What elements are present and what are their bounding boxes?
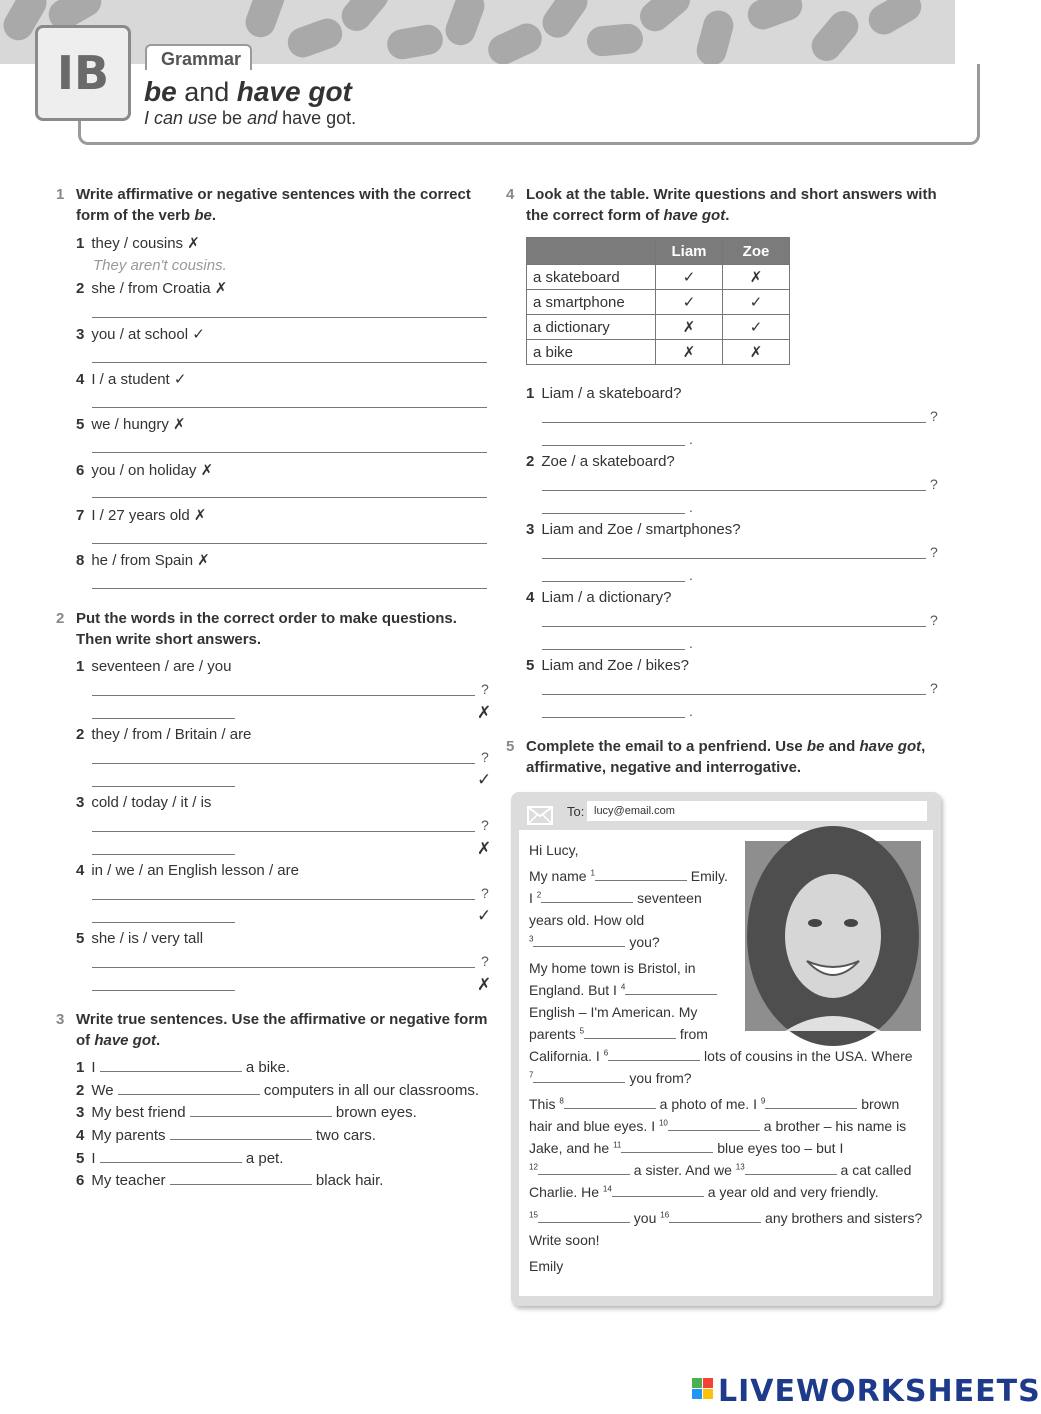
answer-mark: ✗ [477,975,492,994]
ex2-item: 1 seventeen / are / you [76,658,232,675]
full-stop: . [689,499,693,515]
email-line: England. But I $^4$ [529,982,717,998]
fill-gap[interactable] [745,1162,837,1175]
fill-gap[interactable] [669,1210,761,1223]
fill-gap[interactable] [533,934,625,947]
full-stop: . [689,703,693,719]
ex1-item: 2 she / from Croatia ✗ [76,280,228,297]
full-stop: . [689,567,693,583]
exercise-3-instruction: 3 Write true sentences. Use the affirmative or negative form of have got. [56,1011,488,1049]
section-tab: Grammar [145,44,252,70]
email-line: My home town is Bristol, in [529,960,696,976]
answer-line[interactable] [542,513,685,514]
answer-line[interactable] [542,717,685,718]
question-mark: ? [930,476,938,492]
ex1-example-answer: They aren't cousins. [93,257,227,274]
ex3-item: 6 My teacher black hair. [76,1172,384,1189]
answer-mark: ✗ [477,703,492,722]
ex1-item: 8 he / from Spain ✗ [76,552,210,569]
fill-gap[interactable] [190,1104,332,1117]
question-line[interactable] [542,490,926,491]
ex1-item: 4 I / a student ✓ [76,371,187,388]
exercise-4-instruction: 4 Look at the table. Write questions and short answers with the correct form of have got. [506,186,937,224]
ex1-item: 3 you / at school ✓ [76,326,205,343]
ex3-item: 4 My parents two cars. [76,1127,376,1144]
answer-line[interactable] [542,649,685,650]
question-mark: ? [481,885,489,901]
email-line: This $^8$ a photo of me. I $^9$ brown [529,1096,900,1112]
question-mark: ? [481,953,489,969]
table-row: a dictionary ✗ ✓ [527,315,790,340]
ex1-item: 6 you / on holiday ✗ [76,462,214,479]
header-pattern [0,0,955,64]
answer-line[interactable] [92,362,487,363]
email-line: Write soon! [529,1232,600,1248]
answer-line[interactable] [92,718,235,719]
penfriend-photo [745,841,921,1031]
fill-gap[interactable] [595,868,687,881]
exercise-1-instruction: 1 Write affirmative or negative sentences with the correct form of the verb be. [56,186,471,224]
question-mark: ? [930,544,938,560]
email-line: $^{15}$ you $^{16}$ any brothers and sisters? [529,1210,923,1226]
fill-gap[interactable] [621,1140,713,1153]
email-line: years old. How old [529,912,645,928]
ex3-item: 1 I a bike. [76,1059,291,1076]
exercise-2-instruction: 2 Put the words in the correct order to make questions. Then write short answers. [56,610,457,648]
fill-gap[interactable] [564,1096,656,1109]
email-body [519,830,933,1296]
answer-line[interactable] [92,543,487,544]
question-mark: ? [481,681,489,697]
email-line: $^3$ you? [529,934,660,950]
answer-line[interactable] [92,854,235,855]
ex1-item: 1 they / cousins ✗ [76,235,200,252]
email-line: English – I'm American. My [529,1004,698,1020]
ex4-item: 1 Liam / a skateboard? [526,385,682,402]
answer-line[interactable] [92,922,235,923]
ex2-item: 4 in / we / an English lesson / are [76,862,299,879]
email-line: I $^2$ seventeen [529,890,702,906]
ex1-item: 5 we / hungry ✗ [76,416,186,433]
answer-line[interactable] [92,317,487,318]
question-mark: ? [481,817,489,833]
question-mark: ? [930,612,938,628]
answer-line[interactable] [92,407,487,408]
fill-gap[interactable] [668,1118,760,1131]
email-line: $^{12}$ a sister. And we $^{13}$ a cat called [529,1162,912,1178]
question-line[interactable] [92,899,475,900]
ex4-item: 3 Liam and Zoe / smartphones? [526,521,741,538]
answer-line[interactable] [542,581,685,582]
fill-gap[interactable] [541,890,633,903]
fill-gap[interactable] [533,1070,625,1083]
table-row: a bike ✗ ✗ [527,340,790,365]
email-line: Charlie. He $^{14}$ a year old and very friendly. [529,1184,879,1200]
answer-line[interactable] [92,990,235,991]
question-line[interactable] [542,694,926,695]
email-line: Hi Lucy, [529,842,579,858]
answer-mark: ✗ [477,839,492,858]
have-got-table [526,237,790,365]
fill-gap[interactable] [100,1059,242,1072]
fill-gap[interactable] [612,1184,704,1197]
question-line[interactable] [92,763,475,764]
ex3-item: 3 My best friend brown eyes. [76,1104,417,1121]
ex4-item: 4 Liam / a dictionary? [526,589,672,606]
full-stop: . [689,635,693,651]
ex4-item: 2 Zoe / a skateboard? [526,453,675,470]
to-address-field[interactable]: lucy@email.com [587,801,927,821]
email-line: Jake, and he $^{11}$ blue eyes too – but I [529,1140,844,1156]
ex2-item: 5 she / is / very tall [76,930,204,947]
table-header-row: Liam Zoe [527,238,790,265]
email-window [511,792,941,1306]
fill-gap[interactable] [118,1082,260,1095]
question-line[interactable] [92,967,475,968]
question-line[interactable] [92,831,475,832]
ex1-item: 7 I / 27 years old ✗ [76,507,207,524]
question-line[interactable] [542,558,926,559]
fill-gap[interactable] [625,982,717,995]
fill-gap[interactable] [538,1210,630,1223]
fill-gap[interactable] [765,1096,857,1109]
email-line: My name $^1$ Emily. [529,868,728,884]
ex2-item: 2 they / from / Britain / are [76,726,252,743]
liveworksheets-watermark: LIVEWORKSHEETS [718,1374,1041,1409]
answer-mark: ✓ [477,770,492,789]
answer-line[interactable] [542,445,685,446]
email-line: $^7$ you from? [529,1070,692,1086]
answer-mark: ✓ [477,906,492,925]
question-mark: ? [481,749,489,765]
fill-gap[interactable] [584,1026,676,1039]
table-row: a skateboard ✓ ✗ [527,265,790,290]
fill-gap[interactable] [100,1150,242,1163]
ex4-item: 5 Liam and Zoe / bikes? [526,657,689,674]
answer-line[interactable] [92,588,487,589]
question-mark: ? [930,680,938,696]
ex2-item: 3 cold / today / it / is [76,794,212,811]
question-line[interactable] [542,626,926,627]
page-title: be and have got [144,76,352,107]
to-label: To: [567,804,585,819]
page-subtitle: I can use be and have got. [144,108,357,128]
question-mark: ? [930,408,938,424]
fill-gap[interactable] [608,1048,700,1061]
email-line: California. I $^6$ lots of cousins in the USA. Where [529,1048,913,1064]
full-stop: . [689,431,693,447]
ex3-item: 2 We computers in all our classrooms. [76,1082,479,1099]
exercise-5-instruction: 5 Complete the email to a penfriend. Use be and have got, affirmative, negative and interrogative. [506,738,926,776]
envelope-icon [527,806,553,825]
email-signature: Emily [529,1258,564,1274]
table-row: a smartphone ✓ ✓ [527,290,790,315]
answer-line[interactable] [92,452,487,453]
liveworksheets-logo-icon [692,1378,714,1400]
unit-badge: IB [35,25,131,121]
email-line: hair and blue eyes. I $^{10}$ a brother – his name is [529,1118,907,1134]
question-line[interactable] [92,695,475,696]
answer-line[interactable] [92,497,487,498]
fill-gap[interactable] [170,1127,312,1140]
fill-gap[interactable] [170,1172,312,1185]
fill-gap[interactable] [538,1162,630,1175]
email-line: parents $^5$ from [529,1026,708,1042]
answer-line[interactable] [92,786,235,787]
question-line[interactable] [542,422,926,423]
ex3-item: 5 I a pet. [76,1150,284,1167]
